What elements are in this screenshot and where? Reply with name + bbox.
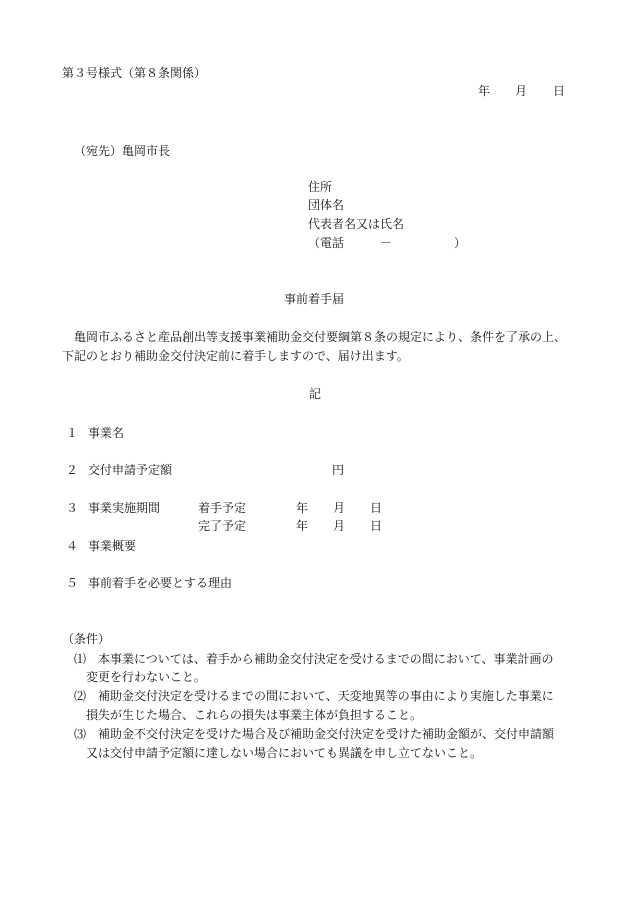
item-3-end-day: 日 [370,519,383,533]
condition-1-line-2: 変更を行わないこと。 [86,670,207,684]
item-3-start-month: 月 [333,501,346,515]
item-3-end-month: 月 [333,519,346,533]
item-5-label: 事前着手を必要とする理由 [88,576,233,590]
date-year: 年 [478,84,491,98]
condition-1-number: ⑴ [74,652,87,666]
body-line-1: 亀岡市ふるさと産品創出等支援事業補助金交付要綱第８条の規定により、条件を了承の上、 [74,330,567,344]
item-1-number: １ [66,426,79,440]
item-3-start-day: 日 [370,501,383,515]
item-4-number: ４ [66,539,79,553]
item-3-start-label: 着手予定 [198,501,247,515]
condition-3-line-2: 又は交付申請予定額に達しない場合においても異議を申し立てないこと。 [86,746,483,760]
applicant-phone-close: ） [454,236,467,250]
item-3-label: 事業実施期間 [88,501,161,515]
applicant-representative: 代表者名又は氏名 [308,217,405,231]
condition-3-line-1: 補助金不交付決定を受けた場合及び補助金交付決定を受けた補助金額が、交付申請額 [98,727,555,741]
condition-2-line-1: 補助金交付決定を受けるまでの間において、天変地異等の事由により実施した事業に [98,689,554,703]
form-number: 第３号様式（第８条関係） [62,66,207,80]
applicant-phone-open: （電話 [308,236,345,250]
item-3-number: ３ [66,501,79,515]
document-title: 事前着手届 [284,292,345,306]
date-month: 月 [515,84,528,98]
body-line-2: 下記のとおり補助金交付決定前に着手しますので、届け出ます。 [62,349,409,363]
condition-3-number: ⑶ [74,727,87,741]
applicant-phone-dash: － [380,236,393,250]
addressee: （宛先）亀岡市長 [74,144,171,158]
item-5-number: ５ [66,576,79,590]
condition-1-line-1: 本事業については、着手から補助金交付決定を受けるまでの間において、事業計画の [98,652,554,666]
condition-2-number: ⑵ [74,689,87,703]
condition-2-line-2: 損失が生じた場合、これらの損失は事業主体が負担すること。 [86,708,423,722]
applicant-address: 住所 [308,180,333,194]
item-2-label: 交付申請予定額 [88,463,173,477]
item-2-number: ２ [66,463,79,477]
item-3-end-year: 年 [296,519,309,533]
item-1-label: 事業名 [88,426,125,440]
applicant-group: 団体名 [308,198,345,212]
item-4-label: 事業概要 [88,539,137,553]
item-3-end-label: 完了予定 [198,519,247,533]
item-3-start-year: 年 [296,501,309,515]
ki-mark: 記 [309,387,322,401]
date-day: 日 [553,84,566,98]
conditions-heading: （条件） [62,632,111,646]
item-2-unit: 円 [332,463,345,477]
